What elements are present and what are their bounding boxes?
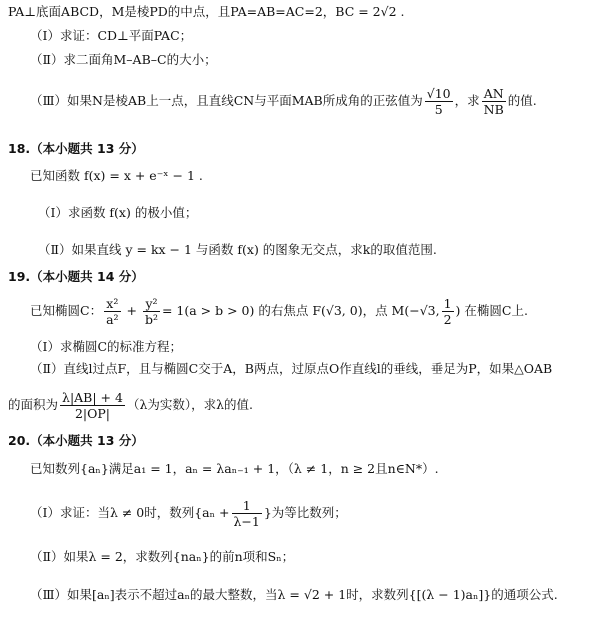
q18-part2: （Ⅱ）如果直线 y = kx − 1 与函数 f(x) 的图象无交点，求k的取值范围. (38, 242, 437, 257)
q19-header: 19.（本小题共 14 分） (8, 269, 144, 284)
q17-sine-numerator: √10 (426, 86, 451, 101)
q19-half-fraction (442, 296, 454, 327)
q19-area-pre: 的面积为 (8, 397, 59, 412)
q19-x-fraction (104, 296, 120, 327)
q19-y-denominator: b² (144, 312, 158, 327)
q19-area-fraction (60, 390, 125, 421)
q17-ratio-fraction (482, 86, 506, 117)
q17-ratio-denominator: NB (483, 102, 504, 117)
q19-part2: （Ⅱ）直线l过点F，且与椭圆C交于A，B两点，过原点O作直线l的垂线，垂足为P，如果△OAB (30, 361, 553, 376)
q19-x-denominator: a² (106, 312, 119, 327)
q17-part3-mid: ，求 (454, 93, 480, 108)
q19-half-numerator: 1 (443, 296, 452, 311)
q19-premise-mid: = 1(a > b > 0) 的右焦点 F(√3, 0)，点 M(−√3, (161, 303, 440, 318)
q19-y-fraction (143, 296, 160, 327)
q20-premise: 已知数列{aₙ}满足a₁ = 1，aₙ = λaₙ₋₁ + 1，（λ ≠ 1，n ≥ 2且n∈N*）. (30, 461, 439, 476)
q20-part1-post: }为等比数列； (263, 505, 347, 520)
q20-part1-pre: （Ⅰ）求证：当λ ≠ 0时，数列{aₙ + (30, 505, 230, 520)
q20-part1 (30, 498, 347, 529)
q20-part1-denominator: λ−1 (233, 514, 260, 529)
q18-part1: （Ⅰ）求函数 f(x) 的极小值； (38, 205, 198, 220)
q19-area-denominator: 2|OP| (74, 406, 110, 421)
q17-part2: （Ⅱ）求二面角M–AB–C的大小； (30, 52, 217, 67)
q17-ratio-numerator: AN (482, 86, 506, 102)
q18-header: 18.（本小题共 13 分） (8, 141, 144, 156)
q17-part3-post: 的值. (507, 93, 537, 108)
q17-sine-fraction (425, 86, 453, 117)
q20-part2: （Ⅱ）如果λ = 2，求数列{naₙ}的前n项和Sₙ； (30, 549, 295, 564)
q19-area (8, 390, 253, 421)
q19-premise-post: ) 在椭圆C上. (455, 303, 528, 318)
q18-premise: 已知函数 f(x) = x + e⁻ˣ − 1 . (30, 168, 203, 183)
q17-sine-denominator: 5 (434, 102, 443, 117)
q17-part3-pre: （Ⅲ）如果N是棱AB上一点，且直线CN与平面MAB所成角的正弦值为 (30, 93, 423, 108)
q19-area-post: （λ为实数），求λ的值. (126, 397, 254, 412)
q17-part1: （Ⅰ）求证：CD⊥平面PAC； (30, 28, 193, 43)
q17-premise: PA⊥底面ABCD，M是棱PD的中点，且PA=AB=AC=2，BC = 2√2 . (8, 4, 405, 19)
q19-premise: 已知椭圆C： $\frac{\text{x²}}{\text{a²}}$ + $\frac{\text{y²}}{\text{b²}}$ = 1(a > b > 0) 的右焦点 F(√3, 0)，点 M(−√3, $\frac{1}{2}$ ) 在椭圆C上. (30, 296, 528, 327)
q20-part3: （Ⅲ）如果[aₙ]表示不超过aₙ的最大整数，当λ = √2 + 1时，求数列{[(λ − 1)aₙ]}的通项公式. (30, 587, 558, 602)
q20-part1-numerator: 1 (232, 498, 262, 514)
q20-header: 20.（本小题共 13 分） (8, 433, 144, 448)
q20-part1-fraction (232, 498, 262, 529)
q19-part1: （Ⅰ）求椭圆C的标准方程； (30, 339, 183, 354)
q19-half-denominator: 2 (443, 312, 452, 327)
q19-area-numerator: λ|AB| + 4 (62, 390, 123, 405)
q19-y-numerator: y² (143, 296, 160, 312)
q19-premise-pre: 已知椭圆C： (30, 303, 103, 318)
q17-part3 (30, 86, 537, 117)
q19-x-numerator: x² (104, 296, 120, 312)
